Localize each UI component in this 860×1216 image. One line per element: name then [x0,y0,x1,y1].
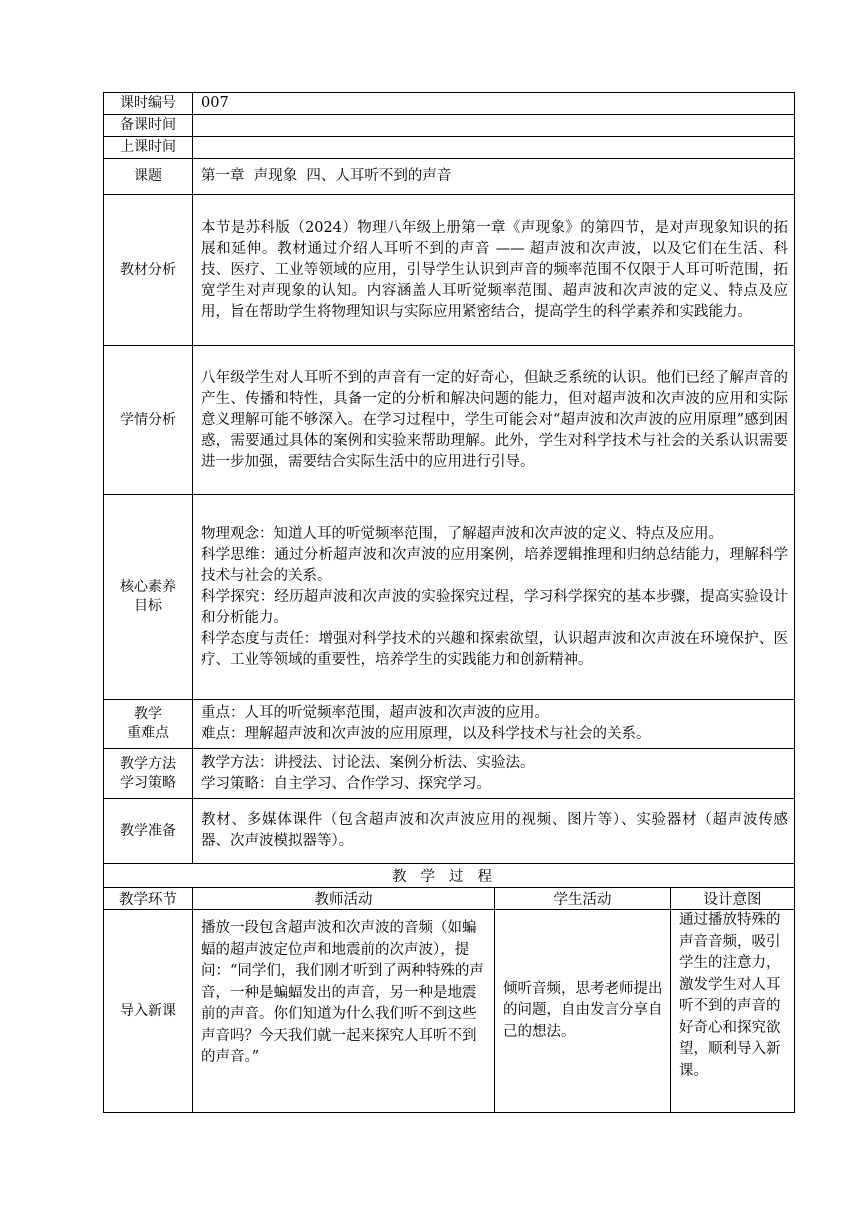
core-goal-item: 科学探究：经历超声波和次声波的实验探究过程，学习科学探究的基本步骤，提高实验设计和分析能力。 [201,588,789,626]
students-label: 学情分析 [104,346,193,495]
row-process-title [104,864,795,888]
methods-label-line2: 学习策略 [120,774,176,791]
core-goal-item: 科学态度与责任：增强对科学技术的兴趣和探索欲望，认识超声波和次声波在环境保护、医疗、工业等领域的重要性，培养学生的实践能力和创新精神。 [201,630,789,668]
code-value: 007 [193,93,795,115]
row-prep-time [104,115,795,137]
row-methods [104,749,795,799]
design-intent: 通过播放特殊的声音音频，吸引学生的注意力，激发学生对人耳听不到的声音的好奇心和探究欲望，顺利导入新课。 [671,910,795,1113]
header-intent: 设计意图 [671,888,795,910]
topic-value: 第一章 声现象 四、人耳听不到的声音 [193,159,795,195]
methods-label-line1: 教学方法 [120,755,176,772]
table-row [104,910,795,1113]
row-students [104,346,795,495]
prep-time-value [193,115,795,137]
key-point-item: 难点：理解超声波和次声波的应用原理，以及科学技术与社会的关系。 [201,726,651,742]
row-textbook [104,195,795,346]
row-key-points [104,700,795,749]
process-title: 教学过程 [104,864,795,888]
methods [193,749,795,799]
core-goal-item: 科学思维：通过分析超声波和次声波的应用案例，培养逻辑推理和归纳总结能力，理解科学技术与社会的关系。 [201,546,789,584]
lesson-plan-table [103,92,795,1113]
student-analysis: 八年级学生对人耳听不到的声音有一定的好奇心，但缺乏系统的认识。他们已经了解声音的产生、传播和特性，具备一定的分析和解决问题的能力，但对超声波和次声波的应用和实际意义理解可能不够深入。在学习过程中，学生可能会对“超声波和次声波的应用原理”感到困惑，需要通过具体的案例和实验来帮助理解。此外，学生对科学技术与社会的关系认识需要进一步加强，需要结合实际生活中的应用进行引导。 [193,346,795,495]
topic-label: 课题 [104,159,193,195]
textbook-label: 教材分析 [104,195,193,346]
preparation-label: 教学准备 [104,799,193,864]
method-item: 学习策略：自主学习、合作学习、探究学习。 [201,775,491,792]
method-item: 教学方法：讲授法、讨论法、案例分析法、实验法。 [201,754,535,771]
row-preparation [104,799,795,864]
methods-label [104,749,193,799]
core-label-line1: 核心素养 [120,579,176,595]
class-time-label: 上课时间 [104,137,193,159]
key-points-label [104,700,193,749]
key-points [193,700,795,749]
prep-time-label: 备课时间 [104,115,193,137]
teacher-activity: 播放一段包含超声波和次声波的音频（如蝙蝠的超声波定位声和地震前的次声波），提问：“同学们，我们刚才听到了两种特殊的声音，一种是蝙蝠发出的声音，另一种是地震前的声音。你们知道为什么我们听不到这些声音吗？今天我们就一起来探究人耳听不到的声音。” [193,910,495,1113]
code-label: 课时编号 [104,93,193,115]
core-goal-item: 物理观念：知道人耳的听觉频率范围，了解超声波和次声波的定义、特点及应用。 [201,525,723,542]
textbook-analysis: 本节是苏科版（2024）物理八年级上册第一章《声现象》的第四节，是对声现象知识的拓展和延伸。教材通过介绍人耳听不到的声音 —— 超声波和次声波，以及它们在生活、科技、医疗、工业等领域的应用，引导学生认识到声音的频率范围不仅限于人耳可听范围，拓宽学生对声现象的认知。内容涵盖人耳听觉频率范围、超声波和次声波的定义、特点及应用，旨在帮助学生将物理知识与实际应用紧密结合，提高学生的科学素养和实践能力。 [193,195,795,346]
row-class-time [104,137,795,159]
row-process-headers [104,888,795,910]
header-teacher: 教师活动 [193,888,495,910]
header-student: 学生活动 [495,888,671,910]
header-stage: 教学环节 [104,888,193,910]
core-literacy-goals [193,495,795,700]
stage-cell: 导入新课 [104,910,193,1113]
lesson-plan [103,92,794,1113]
preparation: 教材、多媒体课件（包含超声波和次声波应用的视频、图片等）、实验器材（超声波传感器、次声波模拟器等）。 [193,799,795,864]
key-points-label-line2: 重难点 [127,725,169,741]
key-point-item: 重点：人耳的听觉频率范围，超声波和次声波的应用。 [201,705,549,721]
core-label [104,495,193,700]
class-time-value [193,137,795,159]
student-activity: 倾听音频，思考老师提出的问题，自由发言分享自己的想法。 [495,910,671,1113]
row-topic [104,159,795,195]
core-label-line2: 目标 [134,598,162,614]
row-core-literacy [104,495,795,700]
row-code [104,93,795,115]
key-points-label-line1: 教学 [134,706,162,722]
